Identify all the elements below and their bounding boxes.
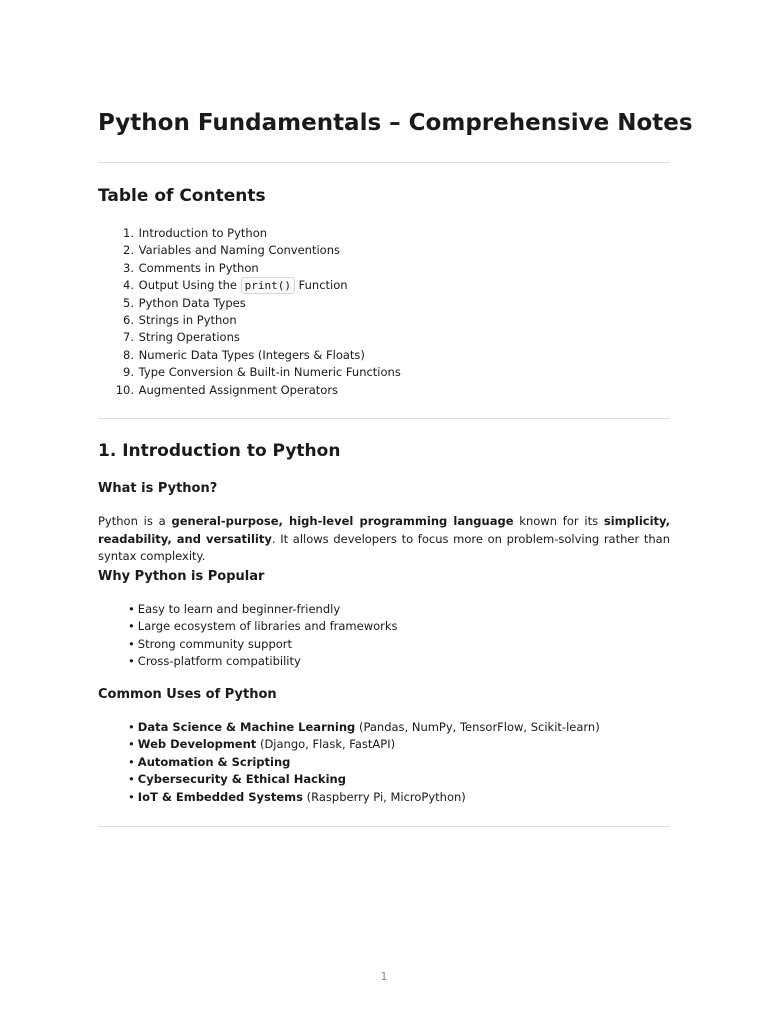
toc-item[interactable]: 6. Strings in Python (123, 312, 237, 327)
toc-item[interactable]: 8. Numeric Data Types (Integers & Floats) (123, 347, 365, 362)
subsection-heading: Common Uses of Python (98, 687, 277, 702)
list-item: • Strong community support (128, 636, 293, 651)
divider (98, 826, 670, 827)
toc-item[interactable]: 4. Output Using the print() Function (123, 278, 348, 293)
list-item: • Cybersecurity & Ethical Hacking (128, 772, 346, 787)
toc-heading: Table of Contents (98, 186, 266, 206)
popular-reasons-list (128, 601, 398, 671)
inline-code: print() (241, 277, 295, 294)
list-item: • IoT & Embedded Systems (Raspberry Pi, MicroPython) (128, 789, 466, 804)
list-item: • Automation & Scripting (128, 754, 291, 769)
toc-item[interactable]: 3. Comments in Python (123, 260, 259, 275)
divider (98, 418, 670, 419)
toc-item[interactable]: 7. String Operations (123, 330, 240, 345)
toc-item[interactable]: 1. Introduction to Python (123, 226, 268, 240)
intro-paragraph: Python is a general-purpose, high-level programming language known for its simplicity, readability, and versatility. It allows developers to focus more on problem-solving rather than syntax complexity. (98, 514, 671, 564)
divider (98, 162, 670, 163)
list-item: • Data Science & Machine Learning (Pandas, NumPy, TensorFlow, Scikit-learn) (128, 720, 600, 734)
toc-item[interactable]: 2. Variables and Naming Conventions (123, 243, 340, 258)
list-item: • Large ecosystem of libraries and frameworks (128, 619, 398, 634)
list-item: • Web Development (Django, Flask, FastAPI) (128, 737, 396, 752)
list-item: • Easy to learn and beginner-friendly (128, 602, 341, 616)
subsection-heading: What is Python? (98, 481, 218, 496)
common-uses-list (128, 719, 600, 806)
toc-item[interactable]: 10. Augmented Assignment Operators (115, 382, 339, 397)
list-item: • Cross-platform compatibility (128, 654, 301, 669)
table-of-contents (98, 225, 401, 399)
toc-item[interactable]: 9. Type Conversion & Built-in Numeric Functions (123, 365, 401, 380)
section-heading: 1. Introduction to Python (98, 441, 341, 461)
subsection-heading: Why Python is Popular (98, 569, 265, 584)
page-number: 1 (380, 970, 388, 983)
document-title: Python Fundamentals – Comprehensive Notes (98, 110, 693, 136)
toc-item[interactable]: 5. Python Data Types (123, 295, 246, 310)
